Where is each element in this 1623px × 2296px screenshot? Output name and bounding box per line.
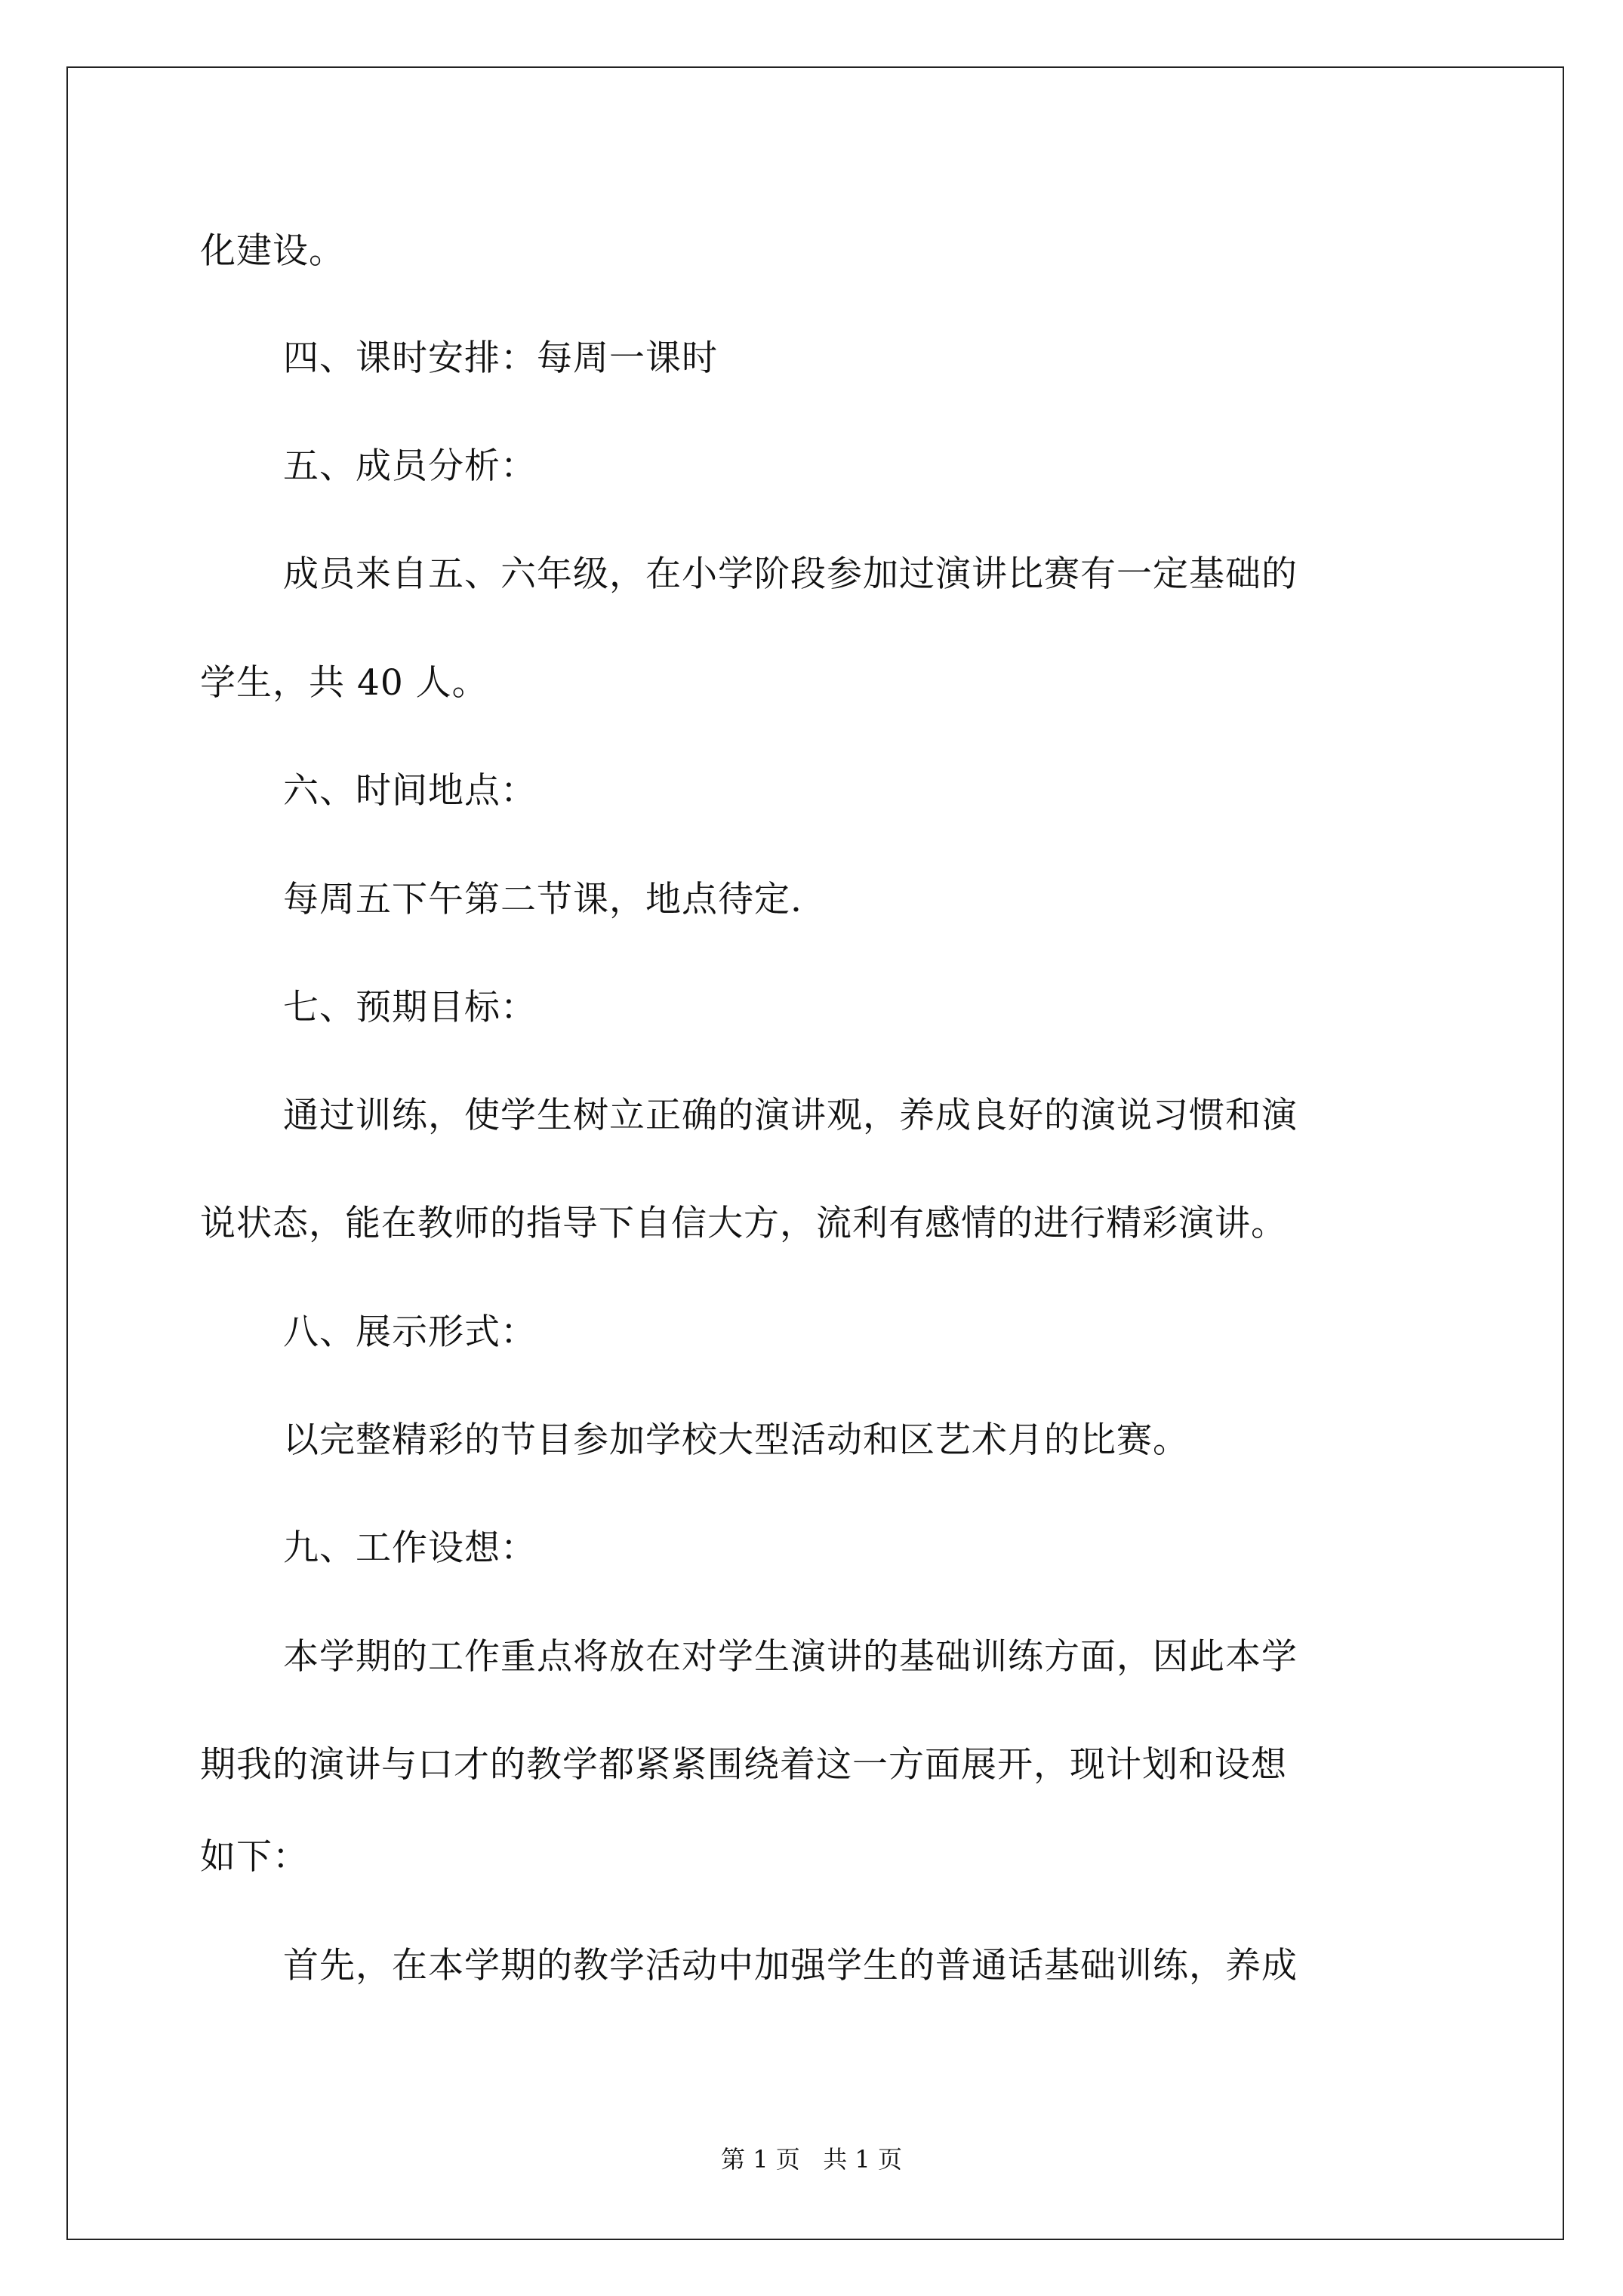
text-line: 本学期的工作重点将放在对学生演讲的基础训练方面，因此本学: [283, 1636, 1298, 1678]
section-heading: 九、工作设想：: [283, 1527, 537, 1569]
section-heading: 六、时间地点：: [283, 770, 537, 812]
text-line: 以完整精彩的节目参加学校大型活动和区艺术月的比赛。: [283, 1419, 1189, 1461]
text-line: 如下：: [200, 1836, 309, 1878]
section-heading: 五、成员分析：: [283, 445, 537, 487]
section-heading: 七、预期目标：: [283, 987, 537, 1028]
text-line: 通过训练，使学生树立正确的演讲观，养成良好的演说习惯和演: [283, 1095, 1298, 1136]
section-heading: 八、展示形式：: [283, 1311, 537, 1353]
text-line: 每周五下午第二节课，地点待定.: [283, 879, 802, 920]
text-line: 成员来自五、六年级，在小学阶段参加过演讲比赛有一定基础的: [283, 553, 1298, 595]
text-line: 学生，共 40 人。: [200, 662, 488, 704]
section-heading: 四、课时安排：每周一课时: [283, 337, 718, 379]
text-line: 说状态，能在教师的指导下自信大方，流利有感情的进行精彩演讲。: [200, 1203, 1287, 1244]
text-line: 首先，在本学期的教学活动中加强学生的普通话基础训练，养成: [283, 1945, 1298, 1986]
page-border: [66, 66, 1564, 2240]
text-line: 期我的演讲与口才的教学都紧紧围绕着这一方面展开，现计划和设想: [200, 1744, 1287, 1786]
text-line: 化建设。: [200, 230, 345, 272]
page-footer: 第 1 页 共 1 页: [721, 2145, 902, 2174]
